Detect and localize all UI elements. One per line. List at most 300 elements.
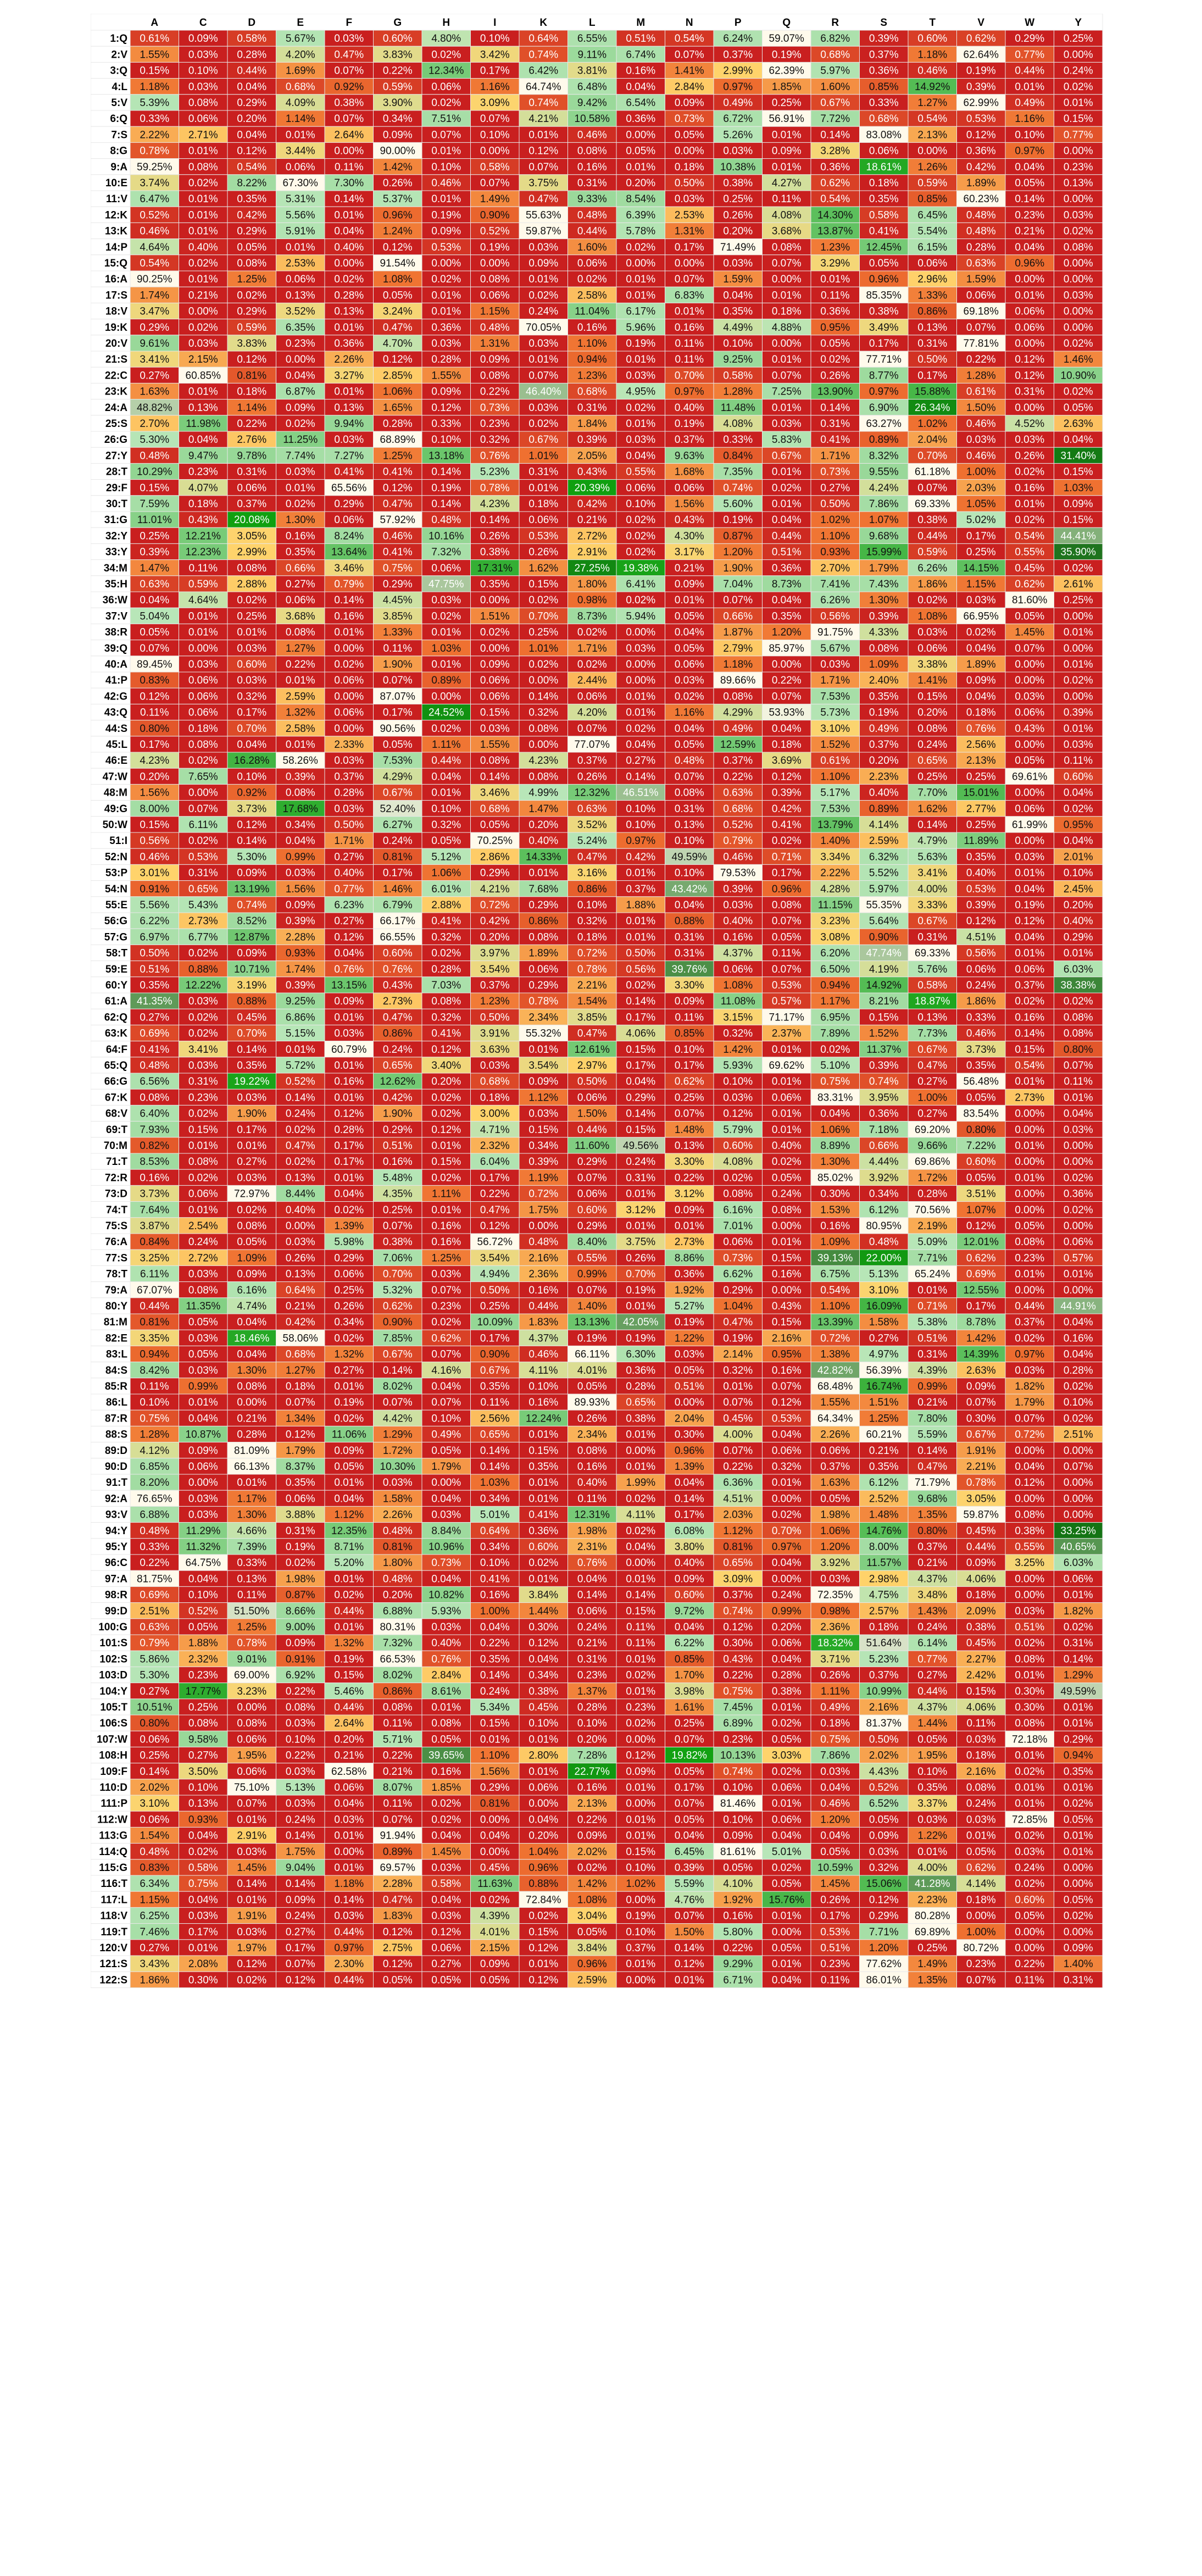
cell-value-label: 0.00% — [626, 129, 655, 141]
cell-value-label: 6.45% — [917, 209, 947, 221]
cell-value-label: 0.01% — [431, 787, 461, 799]
cell-value-label: 0.96% — [772, 884, 802, 895]
cell-value-label: 0.47% — [577, 1028, 607, 1040]
cell-value-label: 0.01% — [1064, 97, 1093, 109]
cell-value-label: 0.28% — [334, 290, 364, 301]
cell-value-label: 0.00% — [1015, 659, 1044, 670]
cell-value-label: 1.18% — [140, 81, 169, 93]
cell-value-label: 0.32% — [480, 434, 510, 446]
cell-value-label: 42.82% — [817, 1365, 853, 1376]
cell-value-label: 1.92% — [723, 1894, 753, 1906]
cell-value-label: 0.07% — [675, 1734, 704, 1745]
cell-value-label: 0.22% — [383, 65, 413, 77]
cell-value-label: 10.13% — [720, 1750, 756, 1762]
cell-value-label: 0.03% — [869, 1846, 899, 1858]
row-label: 34:M — [104, 563, 127, 574]
cell-value-label: 0.22% — [286, 659, 315, 670]
cell-value-label: 1.88% — [626, 900, 655, 911]
cell-value-label: 16.28% — [234, 755, 270, 767]
cell-value-label: 3.50% — [188, 1766, 218, 1778]
cell-value-label: 0.44% — [966, 1541, 996, 1553]
cell-value-label: 0.16% — [723, 1911, 753, 1922]
cell-value-label: 0.15% — [140, 482, 169, 494]
cell-value-label: 2.80% — [528, 1750, 558, 1762]
cell-value-label: 0.10% — [1064, 868, 1093, 879]
cell-value-label: 1.82% — [1015, 1381, 1044, 1392]
cell-value-label: 70.56% — [915, 1204, 950, 1216]
cell-value-label: 1.10% — [820, 530, 850, 542]
cell-value-label: 1.10% — [820, 1301, 850, 1312]
cell-value-label: 0.16% — [577, 162, 607, 173]
cell-value-label: 0.39% — [869, 1060, 899, 1072]
cell-value-label: 5.27% — [675, 1301, 704, 1312]
row-label: 48:M — [104, 787, 127, 799]
row-label: 62:Q — [104, 1012, 127, 1023]
cell-value-label: 47.75% — [429, 579, 464, 590]
cell-value-label: 0.24% — [772, 1590, 802, 1601]
cell-value-label: 0.00% — [286, 1220, 315, 1232]
cell-value-label: 11.25% — [283, 434, 318, 446]
cell-value-label: 0.68% — [869, 113, 899, 125]
cell-value-label: 0.24% — [626, 1156, 655, 1168]
cell-value-label: 8.61% — [431, 1686, 461, 1697]
cell-value-label: 0.03% — [188, 1060, 218, 1072]
cell-value-label: 5.97% — [869, 884, 899, 895]
cell-value-label: 0.68% — [577, 386, 607, 398]
cell-value-label: 0.20% — [528, 819, 558, 831]
cell-value-label: 0.50% — [869, 1734, 899, 1745]
cell-value-label: 0.08% — [577, 146, 607, 157]
cell-value-label: 0.03% — [820, 1573, 850, 1585]
cell-value-label: 5.78% — [626, 226, 655, 237]
cell-value-label: 6.89% — [723, 1718, 753, 1729]
cell-value-label: 0.03% — [286, 1798, 315, 1809]
cell-value-label: 2.91% — [237, 1830, 266, 1842]
cell-value-label: 0.38% — [966, 1622, 996, 1633]
cell-value-label: 49.56% — [623, 1140, 659, 1152]
cell-value-label: 1.28% — [140, 1429, 169, 1441]
cell-value-label: 0.95% — [820, 322, 850, 334]
cell-value-label: 26.34% — [915, 402, 950, 414]
cell-value-label: 0.19% — [723, 1333, 753, 1344]
row-label: 94:Y — [105, 1525, 127, 1537]
cell-value-label: 1.10% — [577, 338, 607, 349]
cell-value-label: 4.06% — [966, 1702, 996, 1713]
cell-value-label: 2.36% — [820, 1622, 850, 1633]
cell-value-label: 0.11% — [967, 1718, 996, 1729]
cell-value-label: 6.48% — [577, 81, 607, 93]
cell-value-label: 0.18% — [480, 1092, 510, 1103]
cell-value-label: 1.29% — [383, 1429, 413, 1441]
cell-value-label: 0.17% — [480, 1333, 510, 1344]
cell-value-label: 0.74% — [237, 900, 266, 911]
cell-value-label: 0.05% — [1064, 1894, 1093, 1906]
cell-value-label: 0.37% — [334, 771, 364, 782]
cell-value-label: 0.01% — [626, 1686, 655, 1697]
cell-value-label: 0.01% — [626, 691, 655, 702]
cell-value-label: 0.18% — [820, 1718, 850, 1729]
cell-value-label: 0.35% — [237, 193, 266, 205]
cell-value-label: 58.26% — [283, 755, 319, 767]
cell-value-label: 10.38% — [720, 162, 756, 173]
cell-value-label: 0.76% — [480, 450, 510, 462]
row-label: 115:G — [99, 1862, 127, 1874]
cell-value-label: 7.53% — [820, 691, 850, 702]
cell-value-label: 0.08% — [480, 755, 510, 767]
cell-value-label: 0.35% — [966, 851, 996, 863]
cell-value-label: 0.12% — [431, 1927, 461, 1938]
cell-value-label: 0.20% — [528, 1830, 558, 1842]
cell-value-label: 0.07% — [431, 1285, 461, 1296]
cell-value-label: 1.06% — [431, 868, 461, 879]
cell-value-label: 0.73% — [431, 1557, 461, 1569]
cell-value-label: 4.37% — [917, 1573, 947, 1585]
cell-value-label: 33.25% — [1061, 1525, 1097, 1537]
cell-value-label: 0.03% — [237, 1092, 266, 1103]
column-header: H — [442, 17, 450, 29]
cell-value-label: 0.06% — [675, 482, 704, 494]
cell-value-label: 0.97% — [1015, 146, 1044, 157]
cell-value-label: 1.25% — [237, 1622, 266, 1633]
cell-value-label: 1.23% — [480, 996, 510, 1007]
cell-value-label: 0.24% — [917, 739, 947, 751]
cell-value-label: 2.13% — [577, 1798, 607, 1809]
cell-value-label: 0.00% — [1064, 146, 1093, 157]
cell-value-label: 0.00% — [1015, 1204, 1044, 1216]
cell-value-label: 9.25% — [723, 354, 753, 365]
cell-value-label: 0.07% — [286, 1397, 315, 1408]
cell-value-label: 0.08% — [188, 1285, 218, 1296]
cell-value-label: 1.45% — [431, 1846, 461, 1858]
cell-value-label: 0.09% — [675, 1204, 704, 1216]
cell-value-label: 2.14% — [723, 1349, 753, 1361]
cell-value-label: 0.01% — [1064, 1830, 1093, 1842]
cell-value-label: 2.37% — [772, 1028, 802, 1040]
cell-value-label: 0.35% — [869, 691, 899, 702]
cell-value-label: 8.52% — [237, 915, 266, 927]
cell-value-label: 1.12% — [334, 1509, 364, 1521]
cell-value-label: 0.01% — [1064, 1092, 1093, 1103]
cell-value-label: 14.33% — [526, 851, 561, 863]
cell-value-label: 6.01% — [431, 884, 461, 895]
cell-value-label: 3.34% — [820, 851, 850, 863]
cell-value-label: 0.13% — [237, 1573, 266, 1585]
cell-value-label: 8.86% — [675, 1252, 704, 1264]
cell-value-label: 0.10% — [626, 1862, 655, 1874]
cell-value-label: 0.16% — [675, 322, 704, 334]
cell-value-label: 0.04% — [1015, 931, 1044, 943]
cell-value-label: 0.46% — [723, 851, 753, 863]
cell-value-label: 0.14% — [1015, 193, 1044, 205]
row-label: 99:D — [105, 1606, 127, 1617]
cell-value-label: 0.02% — [286, 1124, 315, 1136]
cell-value-label: 0.08% — [869, 643, 899, 654]
row-label: 108:H — [99, 1750, 127, 1762]
cell-value-label: 3.03% — [772, 1750, 802, 1762]
cell-value-label: 0.10% — [577, 1718, 607, 1729]
cell-value-label: 0.74% — [723, 482, 753, 494]
cell-value-label: 6.11% — [189, 819, 218, 831]
cell-value-label: 1.49% — [480, 193, 510, 205]
cell-value-label: 0.02% — [1015, 514, 1044, 526]
cell-value-label: 0.42% — [626, 851, 655, 863]
cell-value-label: 0.36% — [772, 563, 802, 574]
cell-value-label: 4.80% — [431, 33, 461, 45]
cell-value-label: 0.02% — [188, 1012, 218, 1023]
cell-value-label: 0.01% — [480, 1734, 510, 1745]
cell-value-label: 0.01% — [334, 1060, 364, 1072]
cell-value-label: 6.03% — [1064, 964, 1093, 975]
cell-value-label: 1.03% — [1064, 482, 1093, 494]
cell-value-label: 0.58% — [431, 1878, 461, 1890]
cell-value-label: 0.67% — [820, 97, 850, 109]
cell-value-label: 85.97% — [769, 643, 805, 654]
cell-value-label: 0.03% — [1015, 851, 1044, 863]
cell-value-label: 0.00% — [1064, 1477, 1093, 1489]
cell-value-label: 3.46% — [334, 563, 364, 574]
cell-value-label: 1.09% — [237, 1252, 266, 1264]
row-label: 85:R — [105, 1381, 127, 1392]
cell-value-label: 68.48% — [817, 1381, 853, 1392]
cell-value-label: 3.35% — [140, 1333, 169, 1344]
cell-value-label: 0.51% — [917, 1333, 947, 1344]
cell-value-label: 0.00% — [1064, 322, 1093, 334]
cell-value-label: 19.38% — [623, 563, 659, 574]
cell-value-label: 0.70% — [917, 450, 947, 462]
cell-value-label: 0.02% — [1064, 1911, 1093, 1922]
row-label: 19:K — [105, 322, 127, 334]
cell-value-label: 1.33% — [917, 290, 947, 301]
cell-value-label: 0.44% — [577, 226, 607, 237]
cell-value-label: 1.03% — [431, 643, 461, 654]
cell-value-label: 1.75% — [286, 1846, 315, 1858]
cell-value-label: 0.37% — [237, 498, 266, 510]
cell-value-label: 3.41% — [140, 354, 169, 365]
cell-value-label: 4.71% — [480, 1124, 510, 1136]
cell-value-label: 0.14% — [675, 1493, 704, 1504]
cell-value-label: 42.05% — [623, 1317, 659, 1328]
cell-value-label: 1.32% — [334, 1637, 364, 1649]
cell-value-label: 49.59% — [1061, 1686, 1097, 1697]
cell-value-label: 0.58% — [723, 370, 753, 381]
cell-value-label: 0.40% — [286, 1204, 315, 1216]
cell-value-label: 11.63% — [477, 1878, 512, 1890]
cell-value-label: 0.01% — [626, 274, 655, 285]
cell-value-label: 0.14% — [626, 771, 655, 782]
cell-value-label: 0.17% — [480, 1172, 510, 1184]
cell-value-label: 0.32% — [723, 1028, 753, 1040]
cell-value-label: 0.39% — [966, 81, 996, 93]
cell-value-label: 0.04% — [723, 290, 753, 301]
cell-value-label: 0.01% — [626, 162, 655, 173]
cell-value-label: 0.06% — [772, 1782, 802, 1794]
cell-value-label: 0.01% — [772, 162, 802, 173]
cell-value-label: 0.03% — [334, 33, 364, 45]
cell-value-label: 0.80% — [1064, 1044, 1093, 1056]
cell-value-label: 4.09% — [286, 97, 315, 109]
cell-value-label: 0.03% — [480, 723, 510, 735]
row-label: 42:G — [104, 691, 127, 702]
cell-value-label: 2.03% — [723, 1509, 753, 1521]
cell-value-label: 5.30% — [140, 434, 169, 446]
cell-value-label: 70.25% — [477, 835, 513, 847]
row-label: 47:W — [103, 771, 127, 782]
cell-value-label: 0.01% — [966, 1830, 996, 1842]
cell-value-label: 3.04% — [577, 1911, 607, 1922]
cell-value-label: 0.19% — [480, 242, 510, 253]
cell-value-label: 1.79% — [869, 563, 899, 574]
column-header: P — [734, 17, 742, 29]
cell-value-label: 1.12% — [723, 1525, 753, 1537]
cell-value-label: 0.14% — [820, 129, 850, 141]
cell-value-label: 0.22% — [723, 1461, 753, 1473]
cell-value-label: 0.25% — [528, 627, 558, 639]
cell-value-label: 0.41% — [480, 1573, 510, 1585]
cell-value-label: 0.02% — [188, 322, 218, 334]
cell-value-label: 1.25% — [869, 1413, 899, 1424]
cell-value-label: 0.35% — [480, 1653, 510, 1665]
cell-value-label: 0.02% — [237, 595, 266, 606]
cell-value-label: 0.16% — [772, 1365, 802, 1376]
cell-value-label: 0.03% — [188, 49, 218, 60]
cell-value-label: 3.49% — [869, 322, 899, 334]
cell-value-label: 0.00% — [1064, 691, 1093, 702]
cell-value-label: 0.46% — [966, 1028, 996, 1040]
cell-value-label: 6.12% — [869, 1477, 899, 1489]
cell-value-label: 52.40% — [380, 803, 416, 815]
cell-value-label: 2.16% — [772, 1333, 802, 1344]
cell-value-label: 0.39% — [869, 33, 899, 45]
cell-value-label: 0.02% — [772, 1718, 802, 1729]
cell-value-label: 0.05% — [675, 610, 704, 622]
cell-value-label: 0.31% — [577, 1653, 607, 1665]
cell-value-label: 0.16% — [626, 65, 655, 77]
cell-value-label: 0.62% — [966, 33, 996, 45]
column-header: S — [880, 17, 887, 29]
cell-value-label: 1.43% — [917, 1606, 947, 1617]
cell-value-label: 0.02% — [480, 1894, 510, 1906]
cell-value-label: 0.01% — [675, 1220, 704, 1232]
cell-value-label: 4.88% — [772, 322, 802, 334]
cell-value-label: 69.33% — [915, 498, 950, 510]
cell-value-label: 0.04% — [480, 1622, 510, 1633]
cell-value-label: 46.40% — [526, 386, 561, 398]
cell-value-label: 0.09% — [869, 1830, 899, 1842]
cell-value-label: 0.47% — [528, 193, 558, 205]
cell-value-label: 0.22% — [480, 386, 510, 398]
cell-value-label: 59.87% — [964, 1509, 999, 1521]
cell-value-label: 0.00% — [772, 1573, 802, 1585]
cell-value-label: 5.59% — [917, 1429, 947, 1441]
cell-value-label: 0.03% — [237, 643, 266, 654]
cell-value-label: 0.09% — [577, 1830, 607, 1842]
cell-value-label: 1.79% — [286, 1445, 315, 1457]
cell-value-label: 4.76% — [675, 1894, 704, 1906]
cell-value-label: 0.68% — [723, 803, 753, 815]
cell-value-label: 0.15% — [1015, 1044, 1044, 1056]
cell-value-label: 0.14% — [1015, 1028, 1044, 1040]
cell-value-label: 10.51% — [137, 1702, 172, 1713]
cell-value-label: 0.77% — [917, 1653, 947, 1665]
cell-value-label: 0.84% — [140, 1236, 169, 1248]
cell-value-label: 0.55% — [626, 467, 655, 478]
cell-value-label: 0.18% — [966, 1750, 996, 1762]
cell-value-label: 1.70% — [675, 1670, 704, 1681]
cell-value-label: 1.39% — [334, 1220, 364, 1232]
cell-value-label: 0.95% — [1064, 819, 1093, 831]
cell-value-label: 0.23% — [1015, 1252, 1044, 1264]
cell-value-label: 0.00% — [188, 787, 218, 799]
cell-value-label: 0.45% — [966, 1637, 996, 1649]
cell-value-label: 0.04% — [675, 627, 704, 639]
row-label: 65:Q — [104, 1060, 127, 1072]
cell-value-label: 0.00% — [188, 643, 218, 654]
cell-value-label: 2.13% — [966, 755, 996, 767]
cell-value-label: 9.68% — [917, 1493, 947, 1504]
cell-value-label: 2.96% — [917, 274, 947, 285]
cell-value-label: 0.36% — [966, 146, 996, 157]
cell-value-label: 0.49% — [820, 1702, 850, 1713]
cell-value-label: 0.11% — [772, 948, 802, 959]
cell-value-label: 5.76% — [917, 964, 947, 975]
cell-value-label: 62.39% — [769, 65, 805, 77]
cell-value-label: 0.15% — [626, 1606, 655, 1617]
cell-value-label: 0.23% — [286, 338, 315, 349]
cell-value-label: 0.31% — [286, 1525, 315, 1537]
cell-value-label: 0.01% — [772, 1236, 802, 1248]
cell-value-label: 0.44% — [577, 1124, 607, 1136]
cell-value-label: 2.27% — [966, 1653, 996, 1665]
cell-value-label: 0.23% — [577, 1670, 607, 1681]
cell-value-label: 0.00% — [188, 306, 218, 318]
cell-value-label: 1.45% — [237, 1862, 266, 1874]
cell-value-label: 3.73% — [237, 803, 266, 815]
cell-value-label: 13.13% — [575, 1317, 610, 1328]
cell-value-label: 5.01% — [772, 1846, 802, 1858]
cell-value-label: 0.34% — [334, 1317, 364, 1328]
cell-value-label: 41.28% — [915, 1878, 950, 1890]
cell-value-label: 19.22% — [234, 1076, 270, 1087]
cell-value-label: 0.93% — [188, 1814, 218, 1825]
cell-value-label: 1.29% — [1064, 1670, 1093, 1681]
cell-value-label: 0.21% — [675, 563, 704, 574]
cell-value-label: 0.79% — [140, 1637, 169, 1649]
cell-value-label: 0.00% — [626, 1734, 655, 1745]
cell-value-label: 1.15% — [480, 306, 510, 318]
cell-value-label: 0.42% — [577, 498, 607, 510]
cell-value-label: 0.02% — [431, 49, 461, 60]
cell-value-label: 70.05% — [526, 322, 561, 334]
cell-value-label: 0.44% — [237, 65, 266, 77]
cell-value-label: 0.15% — [431, 1156, 461, 1168]
cell-value-label: 2.21% — [966, 1461, 996, 1473]
cell-value-label: 0.20% — [1064, 900, 1093, 911]
cell-value-label: 0.00% — [1015, 1445, 1044, 1457]
cell-value-label: 0.04% — [334, 1798, 364, 1809]
cell-value-label: 0.04% — [1015, 1461, 1044, 1473]
cell-value-label: 0.00% — [1015, 739, 1044, 751]
cell-value-label: 0.23% — [626, 1702, 655, 1713]
cell-value-label: 0.29% — [528, 980, 558, 991]
cell-value-label: 0.37% — [869, 1670, 899, 1681]
cell-value-label: 0.22% — [480, 1189, 510, 1200]
cell-value-label: 0.01% — [1015, 1140, 1044, 1152]
cell-value-label: 3.09% — [480, 97, 510, 109]
row-label: 117:L — [101, 1894, 127, 1906]
cell-value-label: 0.07% — [577, 1172, 607, 1184]
cell-value-label: 0.43% — [1015, 723, 1044, 735]
cell-value-label: 0.50% — [140, 948, 169, 959]
